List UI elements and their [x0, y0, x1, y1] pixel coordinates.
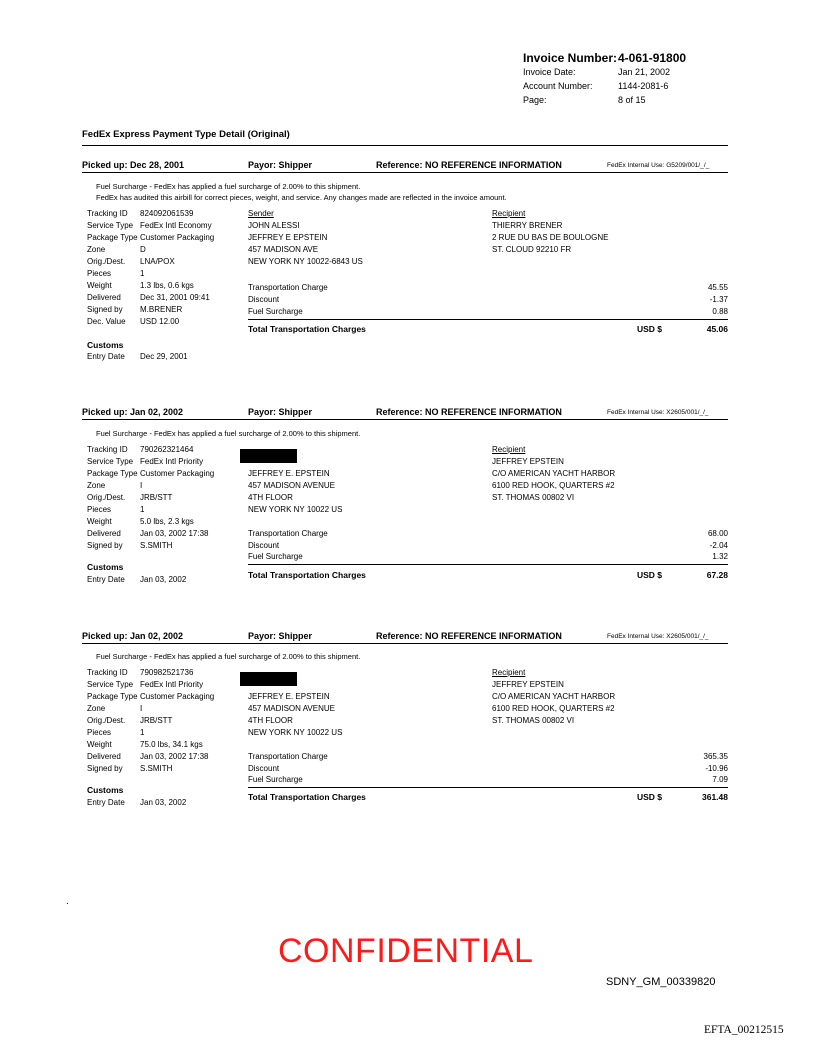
shipment-divider	[82, 419, 728, 420]
entry-date-label: Entry Date	[87, 352, 125, 361]
tracking-id: 824092061539	[140, 209, 194, 218]
fuel-surcharge-label: Fuel Surcharge	[248, 775, 303, 784]
signed-by: S.SMITH	[140, 541, 173, 550]
entry-date-label: Entry Date	[87, 798, 125, 807]
total-divider	[248, 319, 728, 320]
total-amount: 45.06	[706, 324, 728, 334]
total-label: Total Transportation Charges	[248, 324, 366, 334]
discount: -2.04	[709, 541, 728, 550]
signed-by-label: Signed by	[87, 764, 123, 773]
service-type-label: Service Type	[87, 680, 134, 689]
currency: USD $	[637, 324, 663, 334]
discount-label: Discount	[248, 764, 280, 773]
sender-line: 457 MADISON AVE	[248, 245, 319, 254]
weight-label: Weight	[87, 740, 112, 749]
recipient-line: C/O AMERICAN YACHT HARBOR	[492, 469, 616, 478]
package-type: Customer Packaging	[140, 692, 215, 701]
shipment-divider	[82, 643, 728, 644]
total-divider	[248, 564, 728, 565]
weight: 5.0 lbs, 2.3 kgs	[140, 517, 194, 526]
shipment-divider	[82, 172, 728, 173]
transportation-charge-label: Transportation Charge	[248, 752, 328, 761]
sender-heading: Sender	[248, 209, 274, 218]
sender-line: JEFFREY E. EPSTEIN	[248, 469, 330, 478]
tracking-id: 790262321464	[140, 445, 194, 454]
customs-heading: Customs	[87, 340, 124, 350]
orig-dest: JRB/STT	[140, 493, 173, 502]
transportation-charge-label: Transportation Charge	[248, 529, 328, 538]
service-type-label: Service Type	[87, 457, 134, 466]
package-type-label: Package Type	[87, 692, 138, 701]
sender-line: NEW YORK NY 10022-6843 US	[248, 257, 363, 266]
service-type: FedEx Intl Priority	[140, 680, 204, 689]
tracking-id: 790982521736	[140, 668, 194, 677]
recipient-line: 6100 RED HOOK, QUARTERS #2	[492, 481, 615, 490]
pieces: 1	[140, 505, 145, 514]
fuel-surcharge-note: Fuel Surcharge - FedEx has applied a fuel surcharge of 2.00% to this shipment.	[96, 652, 361, 661]
signed-by-label: Signed by	[87, 541, 123, 550]
tracking-id-label: Tracking ID	[87, 445, 128, 454]
service-type: FedEx Intl Economy	[140, 221, 212, 230]
invoice-date: Jan 21, 2002	[618, 67, 671, 77]
payor: Payor: Shipper	[248, 631, 313, 641]
dec-value-label: Dec. Value	[87, 317, 126, 326]
signed-by-label: Signed by	[87, 305, 123, 314]
reference: Reference: NO REFERENCE INFORMATION	[376, 407, 562, 417]
package-type-label: Package Type	[87, 469, 138, 478]
section-title: FedEx Express Payment Type Detail (Original)	[82, 129, 290, 140]
pieces-label: Pieces	[87, 269, 112, 278]
delivered: Dec 31, 2001 09:41	[140, 293, 210, 302]
service-type-label: Service Type	[87, 221, 134, 230]
fuel-surcharge-label: Fuel Surcharge	[248, 552, 303, 561]
customs-heading: Customs	[87, 562, 124, 572]
stray-dot: .	[66, 896, 69, 907]
weight: 75.0 lbs, 34.1 kgs	[140, 740, 203, 749]
sender-line: 4TH FLOOR	[248, 716, 293, 725]
delivered: Jan 03, 2002 17:38	[140, 529, 209, 538]
recipient-line: 6100 RED HOOK, QUARTERS #2	[492, 704, 615, 713]
sender-line: 457 MADISON AVENUE	[248, 704, 335, 713]
total-label: Total Transportation Charges	[248, 570, 366, 580]
recipient-line: 2 RUE DU BAS DE BOULOGNE	[492, 233, 609, 242]
zone: I	[140, 481, 143, 490]
transportation-charge: 68.00	[707, 529, 728, 538]
zone: I	[140, 704, 143, 713]
picked-up: Picked up: Dec 28, 2001	[82, 160, 185, 170]
fuel-surcharge-note: Fuel Surcharge - FedEx has applied a fuel surcharge of 2.00% to this shipment.	[96, 182, 361, 191]
orig-dest-label: Orig./Dest.	[87, 257, 126, 266]
total-divider	[248, 787, 728, 788]
recipient-heading: Recipient	[492, 445, 526, 454]
recipient-line: ST. THOMAS 00802 VI	[492, 716, 575, 725]
internal-use: FedEx Internal Use: X2605/001/_/_	[607, 633, 709, 640]
redaction-box	[240, 449, 297, 463]
discount-label: Discount	[248, 295, 280, 304]
orig-dest: LNA/POX	[140, 257, 175, 266]
delivered-label: Delivered	[87, 529, 121, 538]
discount-label: Discount	[248, 541, 280, 550]
account-number-label: Account Number:	[523, 81, 593, 91]
pieces: 1	[140, 728, 145, 737]
invoice-date-label: Invoice Date:	[523, 67, 576, 77]
entry-date: Jan 03, 2002	[140, 575, 187, 584]
sender-line: JEFFREY E. EPSTEIN	[248, 692, 330, 701]
zone-label: Zone	[87, 481, 106, 490]
picked-up: Picked up: Jan 02, 2002	[82, 407, 184, 417]
efta-number: EFTA_00212515	[704, 1024, 784, 1036]
sender-line: 457 MADISON AVENUE	[248, 481, 335, 490]
redaction-box	[240, 672, 297, 686]
account-number: 1144-2081-6	[618, 81, 669, 91]
dec-value: USD 12.00	[140, 317, 180, 326]
fuel-surcharge: 7.09	[712, 775, 728, 784]
page-label: Page:	[523, 95, 547, 105]
pieces-label: Pieces	[87, 728, 112, 737]
invoice-number: 4-061-91800	[618, 51, 687, 65]
currency: USD $	[637, 570, 663, 580]
fuel-surcharge: 0.88	[712, 307, 728, 316]
sender-line: NEW YORK NY 10022 US	[248, 728, 343, 737]
orig-dest-label: Orig./Dest.	[87, 493, 126, 502]
picked-up: Picked up: Jan 02, 2002	[82, 631, 184, 641]
recipient-line: THIERRY BRENER	[492, 221, 563, 230]
entry-date: Jan 03, 2002	[140, 798, 187, 807]
currency: USD $	[637, 792, 663, 802]
section-divider	[82, 145, 728, 146]
invoice-number-label: Invoice Number:	[523, 51, 618, 65]
sender-line: JOHN ALESSI	[248, 221, 300, 230]
pieces: 1	[140, 269, 145, 278]
service-type: FedEx Intl Priority	[140, 457, 204, 466]
zone: D	[140, 245, 146, 254]
total-label: Total Transportation Charges	[248, 792, 366, 802]
sender-line: JEFFREY E EPSTEIN	[248, 233, 328, 242]
weight: 1.3 lbs, 0.6 kgs	[140, 281, 194, 290]
internal-use: FedEx Internal Use: X2605/001/_/_	[607, 409, 709, 416]
package-type-label: Package Type	[87, 233, 138, 242]
recipient-line: C/O AMERICAN YACHT HARBOR	[492, 692, 616, 701]
zone-label: Zone	[87, 245, 106, 254]
sender-line: 4TH FLOOR	[248, 493, 293, 502]
entry-date-label: Entry Date	[87, 575, 125, 584]
payor: Payor: Shipper	[248, 407, 313, 417]
total-amount: 67.28	[706, 570, 728, 580]
fuel-surcharge-note: Fuel Surcharge - FedEx has applied a fuel surcharge of 2.00% to this shipment.	[96, 429, 361, 438]
zone-label: Zone	[87, 704, 106, 713]
bates-number: SDNY_GM_00339820	[606, 976, 716, 988]
page-number: 8 of 15	[618, 95, 646, 105]
signed-by: S.SMITH	[140, 764, 173, 773]
internal-use: FedEx Internal Use: G5209/001/_/_	[607, 162, 710, 169]
fuel-surcharge: 1.32	[712, 552, 728, 561]
transportation-charge: 45.55	[707, 283, 728, 292]
tracking-id-label: Tracking ID	[87, 209, 128, 218]
recipient-heading: Recipient	[492, 209, 526, 218]
total-amount: 361.48	[702, 792, 728, 802]
transportation-charge: 365.35	[703, 752, 728, 761]
transportation-charge-label: Transportation Charge	[248, 283, 328, 292]
recipient-line: ST. CLOUD 92210 FR	[492, 245, 572, 254]
confidential-stamp: CONFIDENTIAL	[278, 932, 534, 970]
reference: Reference: NO REFERENCE INFORMATION	[376, 160, 562, 170]
sender-line: NEW YORK NY 10022 US	[248, 505, 343, 514]
fuel-surcharge-label: Fuel Surcharge	[248, 307, 303, 316]
delivered: Jan 03, 2002 17:38	[140, 752, 209, 761]
recipient-line: ST. THOMAS 00802 VI	[492, 493, 575, 502]
delivered-label: Delivered	[87, 293, 121, 302]
delivered-label: Delivered	[87, 752, 121, 761]
payor: Payor: Shipper	[248, 160, 313, 170]
entry-date: Dec 29, 2001	[140, 352, 188, 361]
recipient-heading: Recipient	[492, 668, 526, 677]
tracking-id-label: Tracking ID	[87, 668, 128, 677]
weight-label: Weight	[87, 517, 112, 526]
recipient-line: JEFFREY EPSTEIN	[492, 680, 564, 689]
package-type: Customer Packaging	[140, 233, 215, 242]
orig-dest-label: Orig./Dest.	[87, 716, 126, 725]
recipient-line: JEFFREY EPSTEIN	[492, 457, 564, 466]
discount: -10.96	[705, 764, 728, 773]
signed-by: M.BRENER	[140, 305, 183, 314]
customs-heading: Customs	[87, 785, 124, 795]
orig-dest: JRB/STT	[140, 716, 173, 725]
pieces-label: Pieces	[87, 505, 112, 514]
reference: Reference: NO REFERENCE INFORMATION	[376, 631, 562, 641]
package-type: Customer Packaging	[140, 469, 215, 478]
audit-note: FedEx has audited this airbill for correct pieces, weight, and service. Any changes made are reflected in the invoice amount.	[96, 193, 507, 202]
discount: -1.37	[709, 295, 728, 304]
weight-label: Weight	[87, 281, 112, 290]
